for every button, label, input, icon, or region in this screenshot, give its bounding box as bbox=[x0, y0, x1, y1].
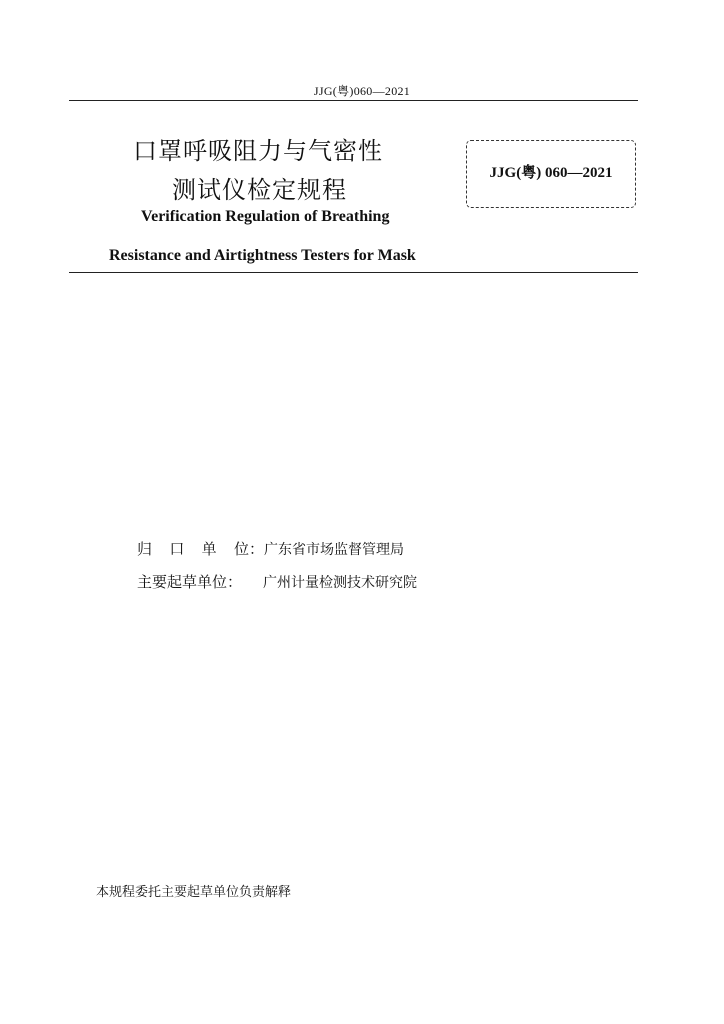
label-char: 归 bbox=[137, 540, 153, 558]
label-char: 位 bbox=[233, 540, 249, 558]
chinese-title-line-2: 测试仪检定规程 bbox=[172, 176, 347, 204]
drafting-unit-label: 主要起草单位： bbox=[137, 573, 243, 591]
standard-code-box-text: JJG(粤) 060—2021 bbox=[489, 165, 613, 181]
responsible-unit-row bbox=[137, 538, 404, 559]
label-colon: ： bbox=[249, 540, 265, 558]
responsible-unit-value: 广东省市场监督管理局 bbox=[264, 542, 405, 558]
english-title-line-1: Verification Regulation of Breathing bbox=[141, 208, 390, 225]
top-divider bbox=[69, 100, 638, 101]
chinese-title-line-1: 口罩呼吸阻力与气密性 bbox=[133, 137, 383, 165]
header-standard-code: JJG(粤)060—2021 bbox=[313, 84, 411, 98]
drafting-unit-value: 广州计量检测技术研究院 bbox=[263, 575, 417, 591]
interpretation-note: 本规程委托主要起草单位负责解释 bbox=[96, 885, 292, 900]
bottom-divider bbox=[69, 272, 638, 273]
drafting-unit-row bbox=[137, 571, 417, 592]
label-char: 单 bbox=[201, 540, 217, 558]
label-char: 口 bbox=[169, 540, 185, 558]
english-title-line-2: Resistance and Airtightness Testers for Mask bbox=[109, 247, 416, 264]
responsible-unit-label bbox=[137, 538, 249, 559]
standard-code-box bbox=[466, 140, 636, 208]
